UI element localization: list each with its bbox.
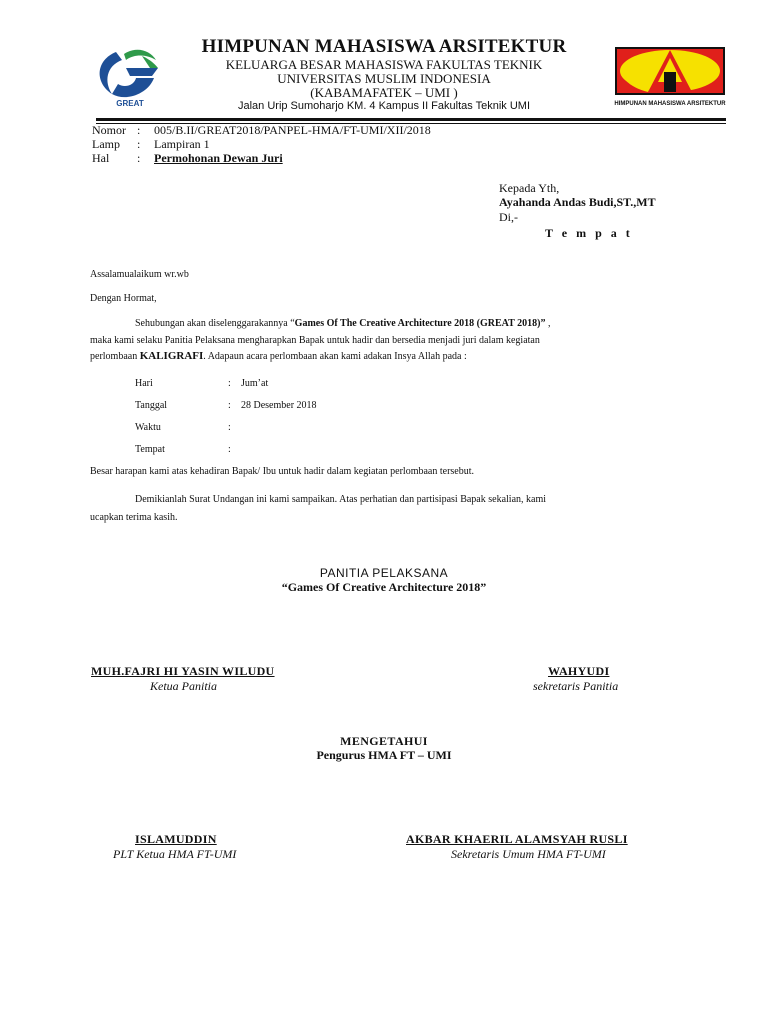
addressee-tempat: T e m p a t (545, 226, 633, 240)
letter-meta (0, 123, 768, 169)
closing-line-1: Demikianlah Surat Undangan ini kami sampaikan. Atas perhatian dan partisipasi Bapak sekalian, kami (135, 494, 547, 505)
detail-hari-value: Jum’at (241, 378, 269, 389)
chair-role: Ketua Panitia (150, 679, 217, 693)
detail-tanggal-label: Tanggal (135, 400, 168, 411)
committee-event: “Games Of Creative Architecture 2018” (281, 580, 487, 594)
lamp-colon: : (137, 137, 141, 151)
paragraph-1-line-2: maka kami selaku Panitia Pelaksana mengharapkan Bapak untuk hadir dan bersedia menjadi juri dalam kegiatan (90, 335, 540, 346)
p1-l3-b: . Adapaun acara perlombaan akan kami adakan Insya Allah pada : (203, 351, 467, 362)
addressee-kepada: Kepada Yth, (499, 181, 560, 195)
secretary-role: sekretaris Panitia (533, 679, 619, 693)
salutation: Dengan Hormat, (90, 293, 157, 304)
hal-value: Permohonan Dewan Juri (154, 151, 283, 165)
acknowledged-org: Pengurus HMA FT – UMI (316, 748, 452, 762)
paragraph-1-line-1 (135, 318, 675, 329)
detail-hari-colon: : (228, 378, 231, 389)
lamp-value: Lampiran 1 (154, 137, 210, 151)
detail-waktu-label: Waktu (135, 422, 161, 433)
addressee-di: Di,- (499, 210, 518, 224)
nomor-colon: : (137, 123, 141, 137)
lamp-label: Lamp (92, 137, 120, 151)
nomor-value: 005/B.II/GREAT2018/PANPEL-HMA/FT-UMI/XII/2018 (154, 123, 431, 137)
university-line: UNIVERSITAS MUSLIM INDONESIA (277, 71, 491, 86)
detail-tanggal-colon: : (228, 400, 231, 411)
detail-waktu-colon: : (228, 422, 231, 433)
greeting: Assalamualaikum wr.wb (90, 269, 189, 280)
letterhead-rule-thick (96, 118, 726, 121)
competition-name: KALIGRAFI (139, 350, 204, 362)
org-title: HIMPUNAN MAHASISWA ARSITEKTUR (201, 36, 567, 57)
great-logo-text: GREAT (116, 99, 144, 108)
addressee-name: Ayahanda Andas Budi,ST.,MT (499, 195, 656, 209)
hope-paragraph: Besar harapan kami atas kehadiran Bapak/ Ibu untuk hadir dalam kegiatan perlombaan tersebut. (90, 466, 475, 477)
general-secretary-role: Sekretaris Umum HMA FT-UMI (451, 847, 606, 861)
detail-hari-label: Hari (135, 378, 153, 389)
detail-tempat-label: Tempat (135, 444, 165, 455)
p1-intro: Sehubungan akan diselenggarakannya “ (135, 318, 295, 329)
plt-chair-name: ISLAMUDDIN (135, 832, 217, 846)
detail-tanggal-value: 28 Desember 2018 (241, 400, 317, 411)
detail-tempat-colon: : (228, 444, 231, 455)
event-title: Games Of The Creative Architecture 2018 (GREAT 2018)” (294, 318, 546, 329)
p1-tail: , (545, 318, 551, 329)
kabamafatek-line: (KABAMAFATEK – UMI ) (310, 85, 458, 100)
p1-l3-a: perlombaan (90, 351, 140, 362)
nomor-label: Nomor (92, 123, 126, 137)
hma-logo-text: HIMPUNAN MAHASISWA ARSITEKTUR (614, 101, 726, 107)
acknowledged-title: MENGETAHUI (340, 734, 428, 748)
chair-name: MUH.FAJRI HI YASIN WILUDU (91, 664, 275, 678)
committee-title: PANITIA PELAKSANA (319, 566, 449, 580)
paragraph-1-line-3 (90, 350, 670, 362)
secretary-name: WAHYUDI (548, 664, 610, 678)
hal-colon: : (137, 151, 141, 165)
plt-chair-role: PLT Ketua HMA FT-UMI (113, 847, 237, 861)
address-line: Jalan Urip Sumoharjo KM. 4 Kampus II Fakultas Teknik UMI (237, 100, 531, 112)
closing-line-2: ucapkan terima kasih. (90, 512, 178, 523)
general-secretary-name: AKBAR KHAERIL ALAMSYAH RUSLI (406, 832, 628, 846)
faculty-line: KELUARGA BESAR MAHASISWA FAKULTAS TEKNIK (225, 57, 543, 72)
hal-label: Hal (92, 151, 110, 165)
